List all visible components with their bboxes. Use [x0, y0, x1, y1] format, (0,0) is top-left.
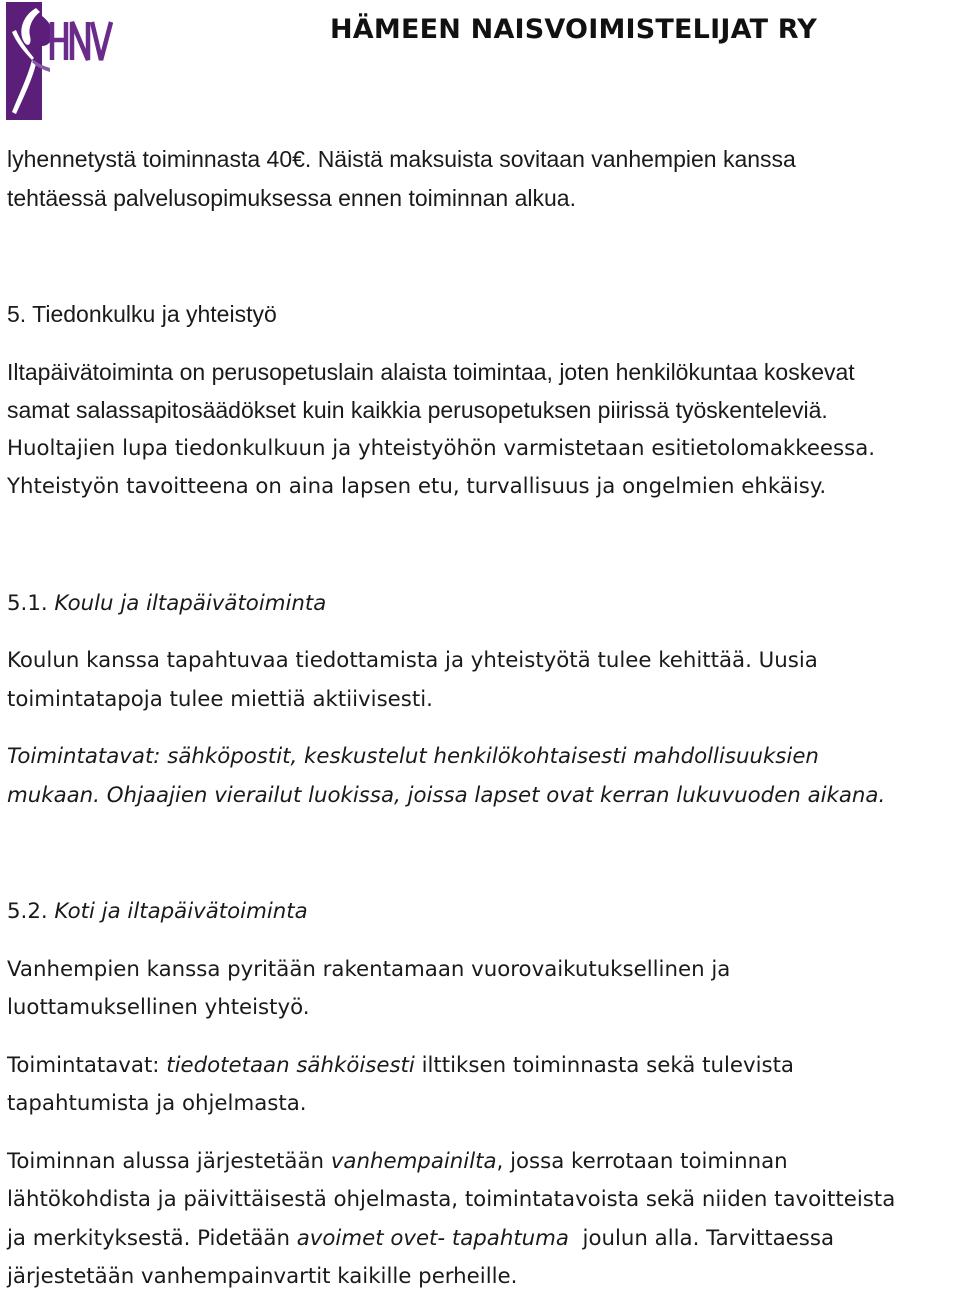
organization-title: HÄMEEN NAISVOIMISTELIJAT RY — [330, 14, 818, 45]
text-run-italic: tiedotetaan sähköisesti — [166, 1052, 415, 1078]
text-run: ja merkityksestä. Pidetään — [7, 1225, 297, 1251]
section5-line: Yhteistyön tavoitteena on aina lapsen etu, turvallisuus ja ongelmien ehkäisy. — [7, 474, 827, 499]
section-heading-5-2 — [7, 893, 957, 932]
section-title: Koulu ja iltapäivätoiminta — [47, 590, 327, 616]
intro-line: tehtäessä palvelusopimuksessa ennen toiminnan alkua. — [7, 184, 576, 211]
section5-line: Iltapäivätoiminta on perusopetuslain alaista toimintaa, joten henkilökuntaa koskevat — [7, 358, 855, 385]
section52-line: Vanhempien kanssa pyritään rakentamaan vuorovaikutuksellinen ja — [7, 956, 731, 982]
section51-methods-line: mukaan. Ohjaajien vierailut luokissa, joissa lapset ovat kerran lukuvuoden aikana. — [7, 782, 886, 808]
text-run: joulun alla. Tarvittaessa — [568, 1225, 835, 1251]
section-heading-5-1 — [7, 585, 957, 624]
section52-line: luottamuksellinen yhteistyö. — [7, 995, 310, 1020]
text-run-italic: avoimet ovet- tapahtuma — [296, 1225, 569, 1251]
text-run: Toimintatavat: — [7, 1052, 167, 1078]
text-run: ilttiksen toiminnasta sekä tulevista — [414, 1052, 794, 1078]
section5-line: Huoltajien lupa tiedonkulkuun ja yhteistyöhön varmistetaan esitietolomakkeessa. — [7, 435, 876, 461]
document-body — [7, 140, 957, 1297]
text-run: , jossa kerrotaan toiminnan — [496, 1148, 788, 1174]
intro-line: lyhennetystä toiminnasta 40€. Näistä maksuista sovitaan vanhempien kanssa — [7, 146, 796, 172]
section-number: 5.1. — [7, 590, 48, 616]
section-heading-5: 5. Tiedonkulku ja yhteistyö — [7, 301, 277, 327]
section52-start-line: järjestetään vanhempainvartit kaikille perheille. — [7, 1264, 518, 1289]
section-number: 5.2. — [7, 899, 48, 924]
section52-start-line — [7, 1220, 957, 1259]
text-run-italic: vanhempainilta — [330, 1148, 497, 1174]
section52-methods-line — [7, 1047, 957, 1086]
section51-methods-line: Toimintatavat: sähköpostit, keskustelut henkilökohtaisesti mahdollisuuksien — [7, 744, 819, 769]
section51-line: Koulun kanssa tapahtuvaa tiedottamista ja yhteistyötä tulee kehittää. Uusia — [7, 648, 818, 673]
text-run: Toiminnan alussa järjestetään — [7, 1148, 331, 1174]
section52-methods-line: tapahtumista ja ohjelmasta. — [7, 1091, 307, 1116]
section-title: Koti ja iltapäivätoiminta — [47, 899, 308, 924]
section51-line: toimintatapoja tulee miettiä aktiivisesti. — [7, 686, 433, 712]
section5-line: samat salassapitosäädökset kuin kaikkia perusopetuksen piirissä työskenteleviä. — [7, 397, 828, 423]
section52-start-line: lähtökohdista ja päivittäisestä ohjelmasta, toimintatavoista sekä niiden tavoitteista — [7, 1187, 896, 1212]
section52-start-line — [7, 1143, 957, 1182]
hnv-logo — [6, 2, 114, 120]
